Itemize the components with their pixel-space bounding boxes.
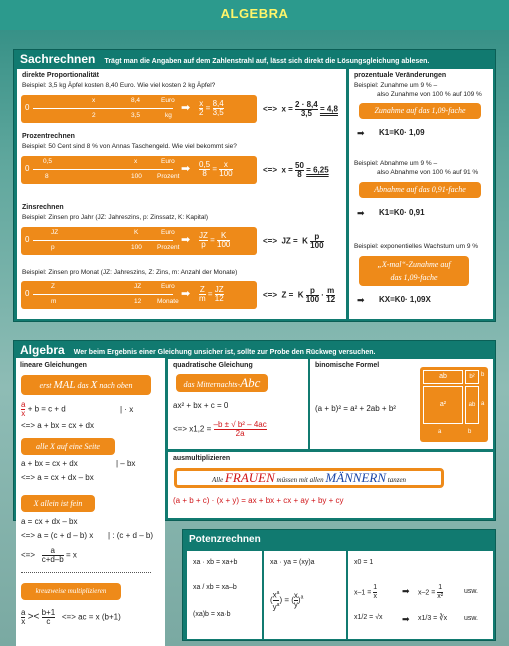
sachrechnen-subtitle: Trägt man die Angaben auf dem Zahlenstrahl auf, lässt sich direkt die Lösungsgleichung ablesen. [104,58,430,65]
quadratisch-heading: quadratische Gleichung [173,362,253,369]
direkt-bot-1: 2 [92,112,96,119]
ausmulti-box [168,452,493,518]
direkt-frac1: $\frac{x}{2}$ [199,99,204,117]
ausmulti-formula: (a + b + c) · (x + y) = ax + bx + cx + ay + by + cy [173,496,344,505]
divider [21,572,151,573]
quadratisch-eq1: ax² + bx + c = 0 [173,401,229,410]
potenz-rule1: xa · xb = xa+b [193,559,238,566]
page-title: ALGEBRA [0,0,509,30]
lineare-eq3: a + bx = cx + dx [21,459,78,468]
binomisch-box [310,359,493,449]
usw-label: usw. [464,588,479,595]
monat-example: Beispiel: Zinsen pro Monat (JZ: Jahreszins, Z: Zins, m: Anzahl der Monate) [22,269,238,276]
veraenderung-ex3: Beispiel: exponentielles Wachstum um 9 % [354,243,479,250]
zins-result: <=> JZ = K $\frac{p}{100}$ [263,232,324,250]
potenz-rule2: xa / xb = xa–b [193,584,237,591]
prozent-heading: Prozentrechnen [22,133,75,140]
monat-result: <=> Z = K $\frac{p}{100}$ · $\frac{m}{12}$ [263,286,336,304]
direkt-bot-2: 3,5 [131,112,141,119]
lineare-eq8: $\frac{a}{x}$ >< $\frac{b+1}{c}$ <=> ac = x (b+1) [21,608,121,626]
arrow-icon: ➡ [181,288,191,300]
arrow-icon: ➡ [357,208,365,218]
veraenderung-ex2a: Beispiel: Abnahme um 9 % – [354,160,438,167]
potenz-header [183,530,495,549]
algebra-header [14,341,495,358]
potenz-title: Potenzrechnen [189,534,261,545]
potenz-rule10: x1/3 = ∛x [418,615,448,622]
lineare-op6: | : (c + d – b) [108,531,153,540]
sachrechnen-left [17,69,346,319]
direkt-bot-unit: kg [165,112,172,119]
number-line [33,108,173,109]
direkt-bar: 0 x 8,4 Euro 2 3,5 kg ➡ $\frac{x}{2}$ = $\frac{8,4}{3,5}$ [21,95,257,123]
zunahme-pill: Zunahme auf das 1,09-fache [359,103,481,119]
seite-pill: alle X auf eine Seite [21,438,115,455]
veraenderung-heading: prozentuale Veränderungen [354,72,447,79]
algebra-title: Algebra [20,343,65,357]
veraenderung-ex1a: Beispiel: Zunahme um 9 % – [354,82,438,89]
usw-label-2: usw. [464,615,479,622]
algebra-subtitle: Wer beim Ergebnis einer Gleichung unsicher ist, sollte zur Probe den Rückweg versuchen. [73,349,376,356]
abnahme-pill: Abnahme auf das 0,91-fache [359,182,481,198]
mal-pill: erst MAL das X nach oben [21,375,151,395]
potenz-rule3: (xa)b = xa·b [193,611,231,618]
potenz-rule8: x–2 = $\frac{1}{\text{x²}}$ [418,584,444,600]
lineare-heading: lineare Gleichungen [20,362,87,369]
lineare-eq6: <=> a = (c + d – b) x [21,531,94,540]
sachrechnen-panel [13,49,496,322]
direkt-top-unit: Euro [161,97,175,104]
binom-square: ab b² a² ab b a a b [420,367,488,442]
lineare-eq5: a = cx + dx – bx [21,517,78,526]
potenz-rule9: x1/2 = √x [354,614,383,621]
lineare-eq1: $\frac{a}{x}$ + b = c + d [21,400,66,418]
arrow-icon: ➡ [181,163,191,175]
lineare-op3: | – bx [116,459,136,468]
res1: K1=K0· 1,09 [379,128,425,137]
wachstum-pill: „X-mal“-Zunahme auf das 1,09-fache [359,256,469,286]
frauen-pill: Alle FRAUEN müssen mit allen MÄNNERN tanzen [174,468,444,488]
zins-bar: 0 JZ K Euro p 100 Prozent ➡ $\frac{JZ}{p}$ = $\frac{K}{100}$ [21,227,257,255]
direkt-example: Beispiel: 3,5 kg Äpfel kosten 8,40 Euro. Wie viel kosten 2 kg Äpfel? [22,82,216,89]
res2: K1=K0· 0,91 [379,208,425,217]
direkt-top-x: x [92,97,96,104]
potenz-rule4: xa · ya = (xy)a [270,559,315,566]
potenz-rule7: x–1 = $\frac{1}{x}$ [354,584,378,600]
sachrechnen-right [349,69,493,319]
lineare-eq4: <=> a = cx + dx – bx [21,473,94,482]
lineare-eq2: <=> a + bx = cx + dx [21,421,94,430]
allein-pill: X allein ist fein [21,495,95,512]
veraenderung-ex1b: also Zunahme von 100 % auf 109 % [377,91,482,98]
arrow-icon: ➡ [402,614,410,624]
lineare-box [16,358,165,646]
zins-heading: Zinsrechnen [22,204,64,211]
binomisch-formula: (a + b)² = a² + 2ab + b² [315,404,396,413]
zins-example: Beispiel: Zinsen pro Jahr (JZ: Jahreszins, p: Zinssatz, K: Kapital) [22,214,209,221]
potenz-c1 [187,551,262,639]
arrow-icon: ➡ [357,128,365,138]
arrow-icon: ➡ [181,102,191,114]
kreuzweise-pill: kreuzweise multiplizieren [21,583,121,600]
res3: KX=K0· 1,09X [379,295,431,304]
direkt-frac2: $\frac{8,4}{3,5}$ [212,99,224,117]
potenz-rule5: ( $\frac{x^a}{y^a}$ ) = ( $\frac{x}{y}$ )$^a$ [270,590,304,612]
potenz-rule6: x0 = 1 [354,559,374,566]
potenz-panel [182,529,496,641]
potenz-c3 [348,551,493,639]
arrow-icon: ➡ [402,586,410,596]
direkt-zero: 0 [25,103,30,112]
sachrechnen-header [14,50,495,68]
veraenderung-ex2b: also Abnahme von 100 % auf 91 % [377,169,479,176]
prozent-example: Beispiel: 50 Cent sind 8 % von Annas Taschengeld. Wie viel bekommt sie? [22,143,237,150]
direkt-top-val: 8,4 [131,97,141,104]
direkt-heading: direkte Proportionalität [22,72,100,79]
prozent-bar: 0 0,5 x Euro 8 100 Prozent ➡ $\frac{0,5}{8}$ = $\frac{x}{100}$ [21,156,257,184]
arrow-icon: ➡ [357,295,365,305]
monat-bar: 0 Z JZ Euro m 12 Monate ➡ $\frac{Z}{m}$ = $\frac{JZ}{12}$ [21,281,257,309]
direkt-result: <=> x = $\frac{2 \cdot 8,4}{3,5}$ = 4,8 [263,100,338,118]
prozent-result: <=> x = $\frac{50}{8}$ = 6,25 [263,161,329,179]
lineare-op1: | · x [120,405,134,414]
ausmulti-heading: ausmultiplizieren [173,455,231,462]
arrow-icon: ➡ [181,234,191,246]
binomisch-heading: binomische Formel [315,362,380,369]
mitternacht-pill: das Mitternachts-Abc [176,374,268,392]
sachrechnen-title: Sachrechnen [20,52,96,66]
quadratisch-box [168,359,308,449]
quadratisch-eq2: <=> x1,2 = $\frac{\text{–b ± √ b² – 4ac}}{2a}$ [173,420,267,438]
potenz-c2 [264,551,346,639]
lineare-eq7: <=> $\frac{a}{c+d-b}$ = x [21,546,77,564]
